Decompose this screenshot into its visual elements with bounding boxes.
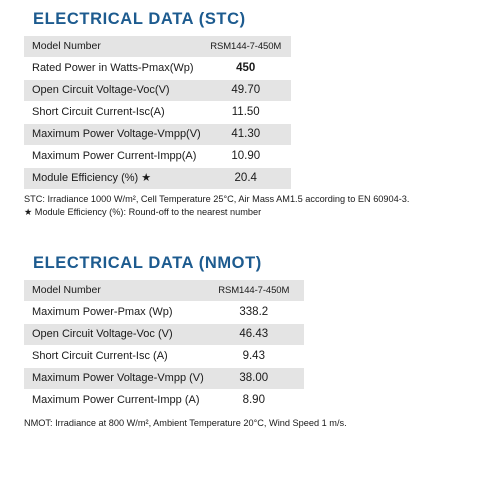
row-value: 450 [201, 58, 291, 80]
table-row [24, 346, 304, 368]
nmot-title: ELECTRICAL DATA (NMOT) [33, 254, 262, 272]
row-label: Short Circuit Current-Isc (A) [24, 346, 204, 368]
stc-title: ELECTRICAL DATA (STC) [33, 10, 246, 28]
nmot-notes [24, 417, 500, 430]
stc-section [0, 10, 500, 219]
row-label: Model Number [24, 36, 201, 58]
stc-table [24, 35, 291, 189]
stc-notes [24, 193, 500, 219]
nmot-table [24, 279, 304, 411]
row-value: RSM144-7-450M [201, 36, 291, 58]
row-label: Open Circuit Voltage-Voc(V) [24, 80, 201, 102]
row-label: Open Circuit Voltage-Voc (V) [24, 324, 204, 346]
row-value: 38.00 [204, 368, 304, 390]
stc-note-conditions: STC: Irradiance 1000 W/m², Cell Temperature 25°C, Air Mass AM1.5 according to EN 60904-3. [24, 194, 410, 204]
row-value: RSM144-7-450M [204, 280, 304, 302]
table-row [24, 368, 304, 390]
row-label: Maximum Power Voltage-Vmpp (V) [24, 368, 204, 390]
row-label: Maximum Power Voltage-Vmpp(V) [24, 124, 201, 146]
nmot-note-conditions: NMOT: Irradiance at 800 W/m², Ambient Temperature 20°C, Wind Speed 1 m/s. [24, 418, 347, 428]
table-row [24, 280, 304, 302]
row-value: 49.70 [201, 80, 291, 102]
table-row [24, 390, 304, 412]
row-label: Model Number [24, 280, 204, 302]
row-label: Short Circuit Current-Isc(A) [24, 102, 201, 124]
nmot-section [0, 254, 500, 430]
row-value: 46.43 [204, 324, 304, 346]
row-value: 11.50 [201, 102, 291, 124]
row-value: 8.90 [204, 390, 304, 412]
table-row [24, 324, 304, 346]
table-row [24, 80, 291, 102]
table-row [24, 102, 291, 124]
table-row [24, 302, 304, 324]
table-row [24, 58, 291, 80]
row-label: Rated Power in Watts-Pmax(Wp) [24, 58, 201, 80]
row-value: 20.4 [201, 168, 291, 190]
row-value: 10.90 [201, 146, 291, 168]
row-label: Maximum Power-Pmax (Wp) [24, 302, 204, 324]
table-row [24, 124, 291, 146]
table-row [24, 168, 291, 190]
stc-note-efficiency: ★ Module Efficiency (%): Round-off to the nearest number [24, 207, 262, 217]
table-row [24, 36, 291, 58]
row-value: 9.43 [204, 346, 304, 368]
row-label: Module Efficiency (%) ★ [24, 168, 201, 190]
row-value: 338.2 [204, 302, 304, 324]
row-value: 41.30 [201, 124, 291, 146]
row-label: Maximum Power Current-Impp (A) [24, 390, 204, 412]
table-row [24, 146, 291, 168]
row-label: Maximum Power Current-Impp(A) [24, 146, 201, 168]
